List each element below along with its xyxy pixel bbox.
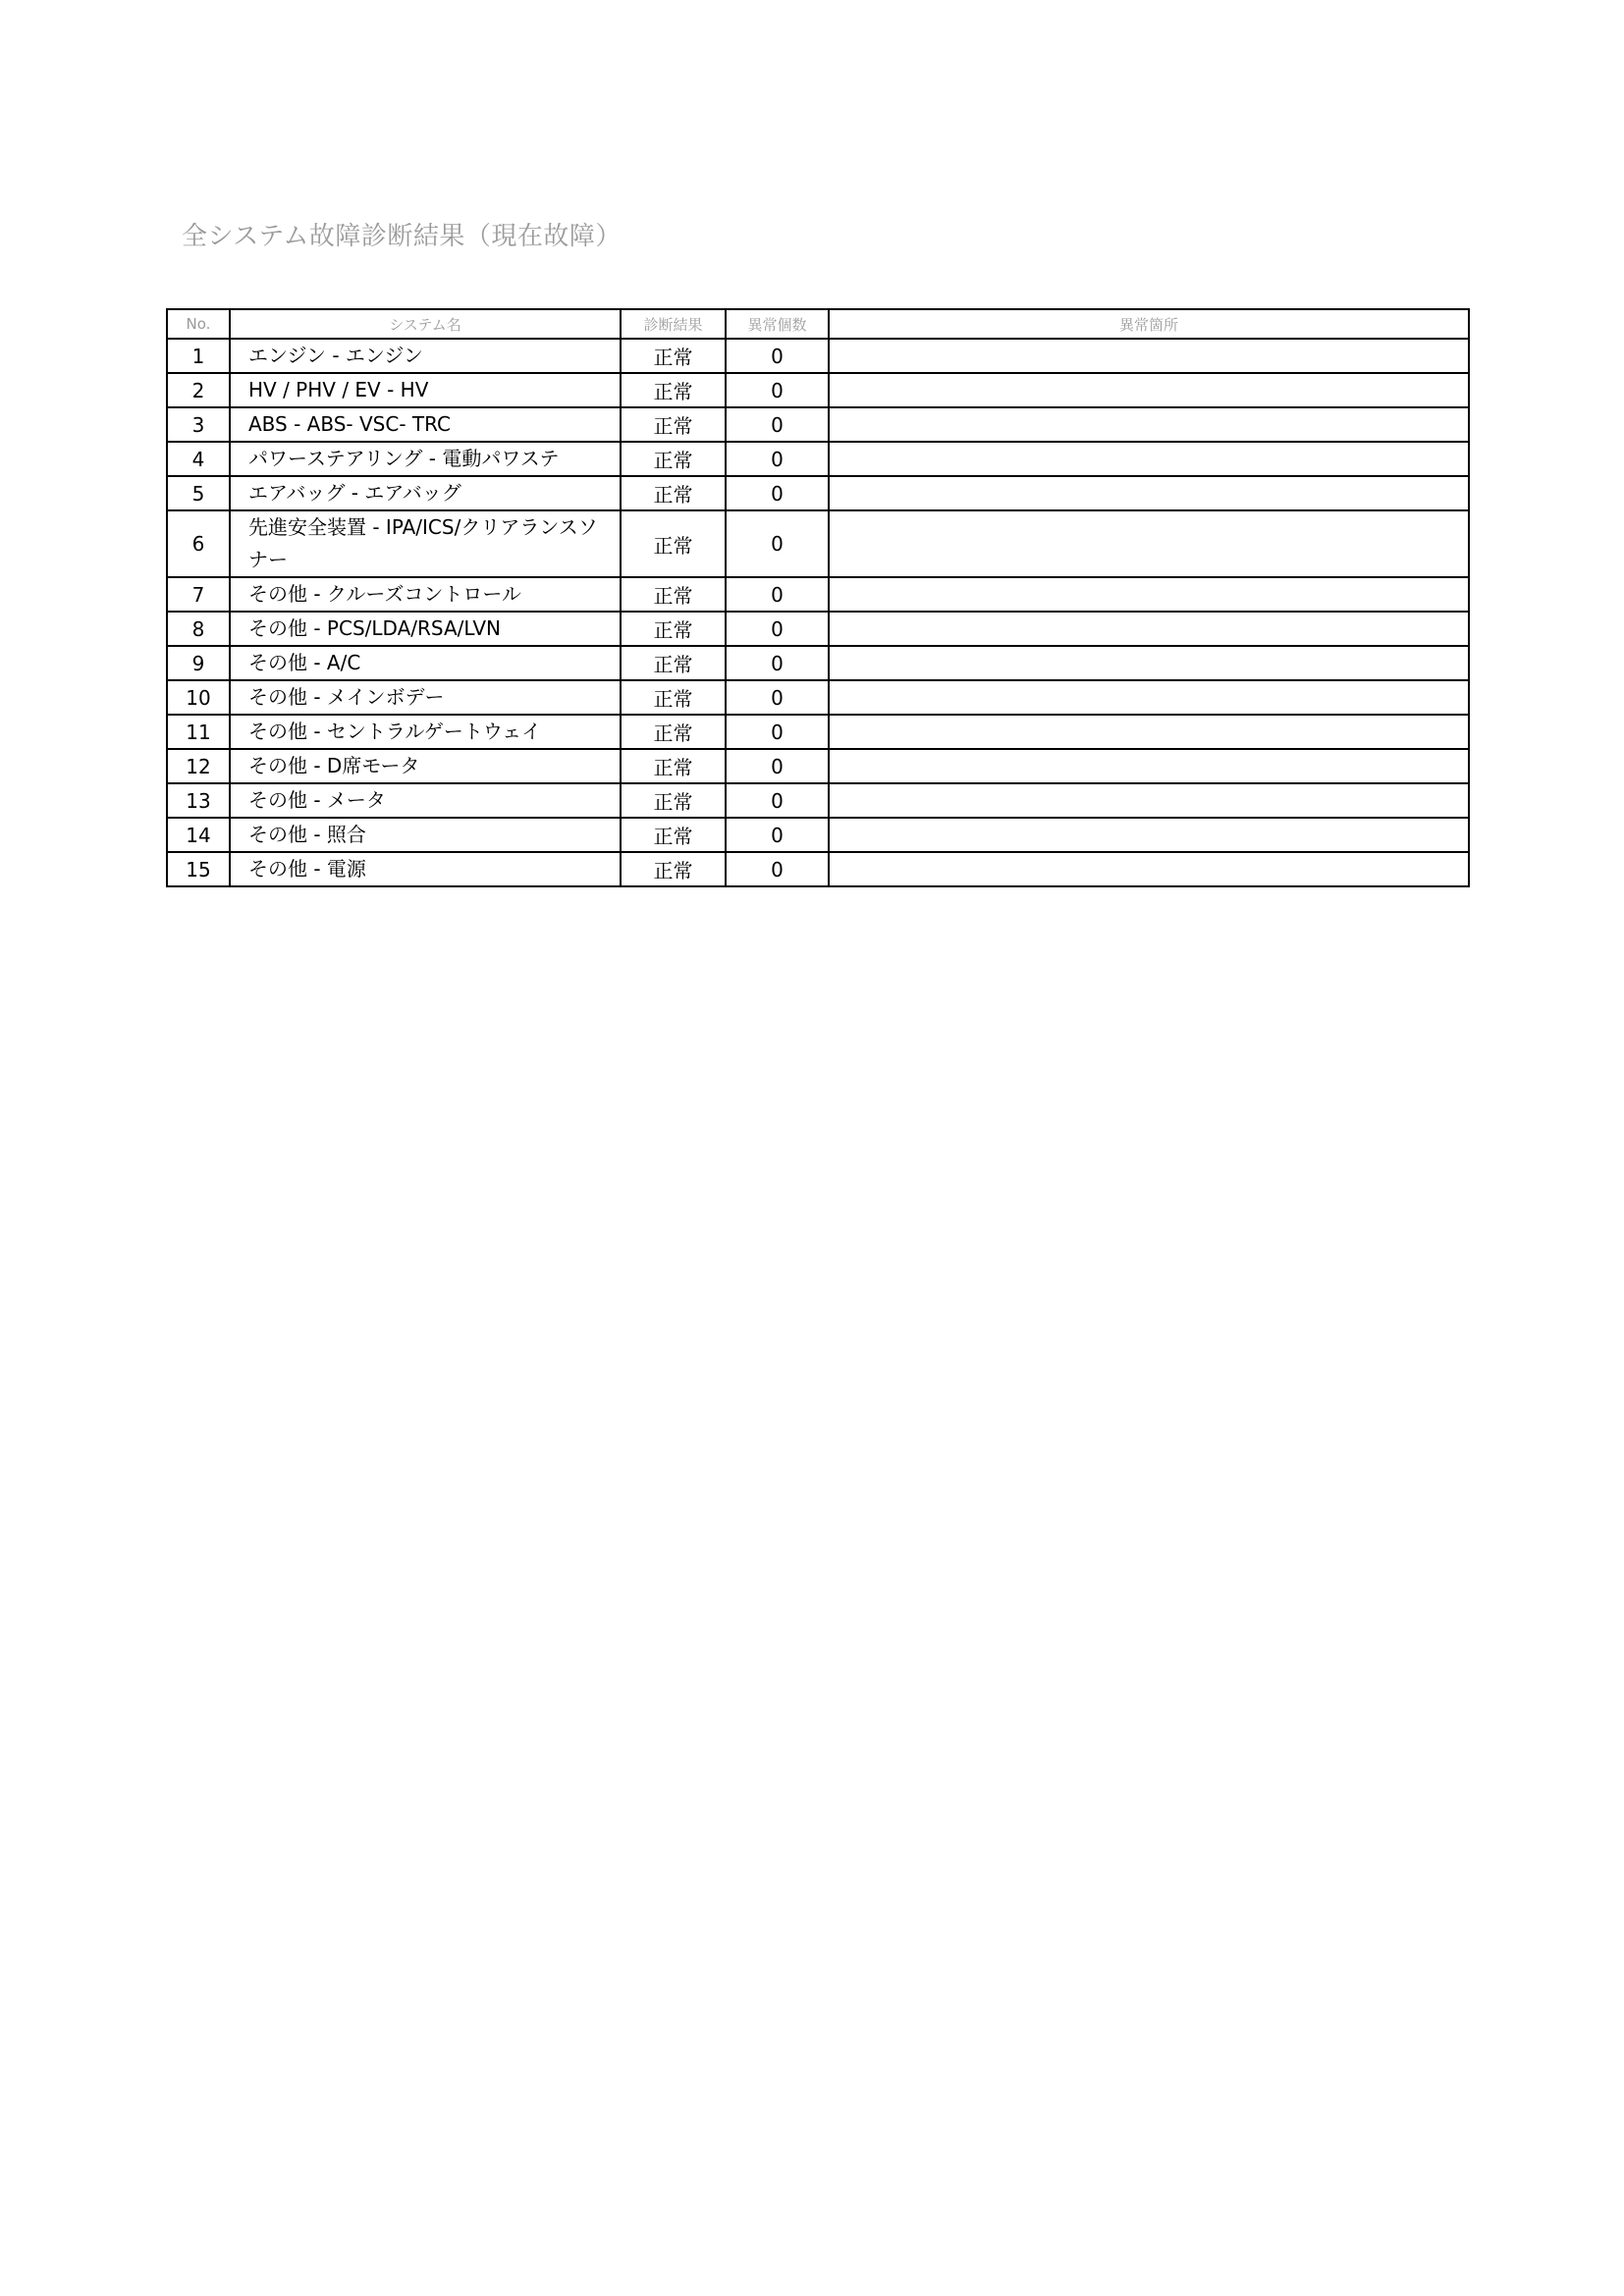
cell-diagnosis-result: 正常 xyxy=(621,852,726,886)
cell-fault-location xyxy=(829,783,1469,818)
table-row xyxy=(167,339,1469,373)
cell-fault-location xyxy=(829,373,1469,407)
cell-diagnosis-result: 正常 xyxy=(621,510,726,577)
header-fault-count: 異常個数 xyxy=(726,309,829,339)
table-row xyxy=(167,612,1469,646)
cell-system-name: その他 - セントラルゲートウェイ xyxy=(230,715,621,749)
table-row xyxy=(167,852,1469,886)
cell-fault-location xyxy=(829,749,1469,783)
table-row xyxy=(167,749,1469,783)
cell-no: 15 xyxy=(167,852,230,886)
cell-system-name: HV / PHV / EV - HV xyxy=(230,373,621,407)
cell-diagnosis-result: 正常 xyxy=(621,476,726,510)
table-row xyxy=(167,577,1469,612)
table-row xyxy=(167,442,1469,476)
cell-fault-location xyxy=(829,612,1469,646)
cell-no: 1 xyxy=(167,339,230,373)
cell-system-name: その他 - PCS/LDA/RSA/LVN xyxy=(230,612,621,646)
cell-system-name: ABS - ABS- VSC- TRC xyxy=(230,407,621,442)
cell-fault-count: 0 xyxy=(726,476,829,510)
cell-system-name: その他 - D席モータ xyxy=(230,749,621,783)
table-row xyxy=(167,510,1469,577)
cell-fault-location xyxy=(829,442,1469,476)
cell-system-name: 先進安全装置 - IPA/ICS/クリアランスソナー xyxy=(230,510,621,577)
cell-fault-location xyxy=(829,680,1469,715)
table-row xyxy=(167,476,1469,510)
cell-system-name: エンジン - エンジン xyxy=(230,339,621,373)
cell-no: 10 xyxy=(167,680,230,715)
cell-fault-count: 0 xyxy=(726,373,829,407)
cell-fault-count: 0 xyxy=(726,680,829,715)
cell-system-name: その他 - A/C xyxy=(230,646,621,680)
cell-no: 3 xyxy=(167,407,230,442)
cell-diagnosis-result: 正常 xyxy=(621,715,726,749)
cell-system-name: その他 - メータ xyxy=(230,783,621,818)
page-title: 全システム故障診断結果（現在故障） xyxy=(182,222,622,251)
cell-no: 8 xyxy=(167,612,230,646)
cell-no: 2 xyxy=(167,373,230,407)
cell-no: 5 xyxy=(167,476,230,510)
table-row xyxy=(167,407,1469,442)
cell-diagnosis-result: 正常 xyxy=(621,749,726,783)
cell-fault-location xyxy=(829,339,1469,373)
cell-diagnosis-result: 正常 xyxy=(621,646,726,680)
cell-fault-location xyxy=(829,646,1469,680)
table-row xyxy=(167,646,1469,680)
cell-fault-location xyxy=(829,818,1469,852)
table-header-row xyxy=(167,309,1469,339)
cell-fault-count: 0 xyxy=(726,818,829,852)
cell-no: 11 xyxy=(167,715,230,749)
cell-fault-location xyxy=(829,407,1469,442)
header-diagnosis-result: 診断結果 xyxy=(621,309,726,339)
cell-no: 4 xyxy=(167,442,230,476)
cell-diagnosis-result: 正常 xyxy=(621,339,726,373)
table-row xyxy=(167,680,1469,715)
diagnosis-result-table xyxy=(166,308,1470,887)
cell-fault-count: 0 xyxy=(726,612,829,646)
cell-system-name: その他 - 照合 xyxy=(230,818,621,852)
cell-diagnosis-result: 正常 xyxy=(621,407,726,442)
table-row xyxy=(167,373,1469,407)
cell-fault-location xyxy=(829,510,1469,577)
cell-diagnosis-result: 正常 xyxy=(621,680,726,715)
cell-fault-location xyxy=(829,715,1469,749)
cell-fault-count: 0 xyxy=(726,646,829,680)
header-system-name: システム名 xyxy=(230,309,621,339)
cell-system-name: その他 - メインボデー xyxy=(230,680,621,715)
cell-system-name: パワーステアリング - 電動パワステ xyxy=(230,442,621,476)
cell-fault-location xyxy=(829,852,1469,886)
cell-fault-count: 0 xyxy=(726,577,829,612)
table-row xyxy=(167,818,1469,852)
cell-no: 12 xyxy=(167,749,230,783)
header-fault-location: 異常箇所 xyxy=(829,309,1469,339)
header-no: No. xyxy=(167,309,230,339)
cell-fault-count: 0 xyxy=(726,442,829,476)
cell-no: 9 xyxy=(167,646,230,680)
cell-fault-location xyxy=(829,476,1469,510)
cell-fault-count: 0 xyxy=(726,510,829,577)
cell-system-name: その他 - 電源 xyxy=(230,852,621,886)
cell-diagnosis-result: 正常 xyxy=(621,442,726,476)
cell-no: 7 xyxy=(167,577,230,612)
cell-diagnosis-result: 正常 xyxy=(621,818,726,852)
cell-fault-count: 0 xyxy=(726,852,829,886)
cell-no: 6 xyxy=(167,510,230,577)
cell-system-name: エアバッグ - エアバッグ xyxy=(230,476,621,510)
table-row xyxy=(167,715,1469,749)
cell-fault-count: 0 xyxy=(726,339,829,373)
cell-diagnosis-result: 正常 xyxy=(621,577,726,612)
cell-fault-count: 0 xyxy=(726,407,829,442)
cell-system-name: その他 - クルーズコントロール xyxy=(230,577,621,612)
cell-no: 14 xyxy=(167,818,230,852)
cell-fault-count: 0 xyxy=(726,715,829,749)
table-row xyxy=(167,783,1469,818)
cell-fault-count: 0 xyxy=(726,783,829,818)
cell-no: 13 xyxy=(167,783,230,818)
cell-diagnosis-result: 正常 xyxy=(621,783,726,818)
cell-fault-count: 0 xyxy=(726,749,829,783)
cell-diagnosis-result: 正常 xyxy=(621,373,726,407)
cell-diagnosis-result: 正常 xyxy=(621,612,726,646)
cell-fault-location xyxy=(829,577,1469,612)
